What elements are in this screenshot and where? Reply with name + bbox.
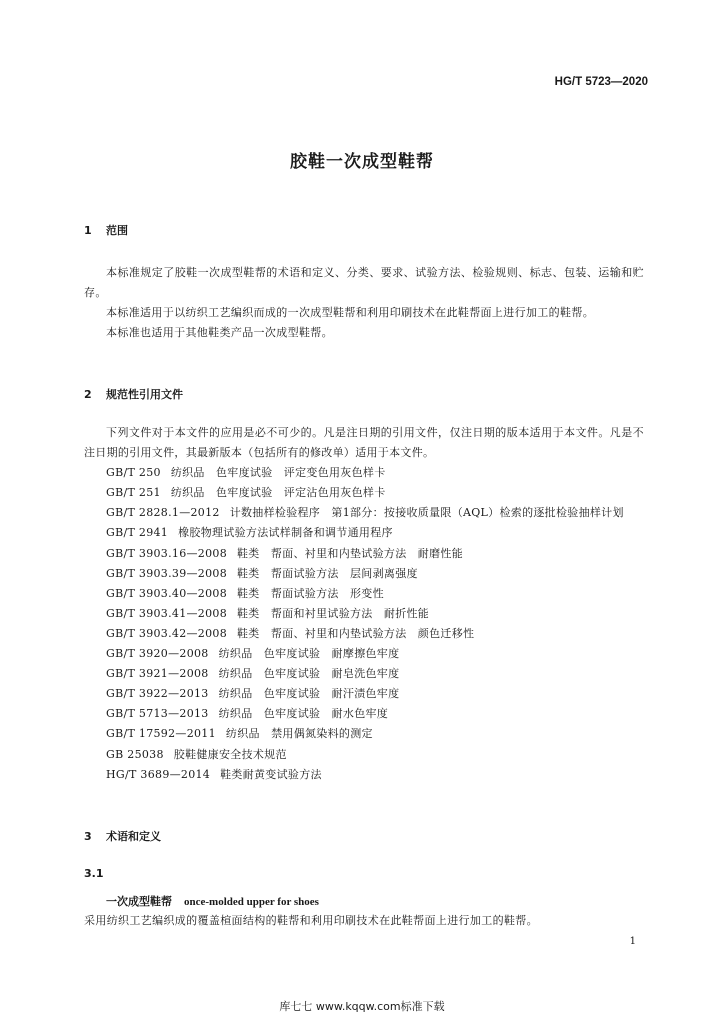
reference-item: GB/T 5713—2013 纺织品 色牢度试验 耐水色牢度 <box>106 707 389 721</box>
term-definition: 采用纺织工艺编织成的覆盖楦面结构的鞋帮和利用印刷技术在此鞋帮面上进行加工的鞋帮。 <box>84 914 538 927</box>
reference-item: GB 25038 胶鞋健康安全技术规范 <box>106 747 287 761</box>
reference-item: GB/T 17592—2011 纺织品 禁用偶氮染料的测定 <box>106 727 373 741</box>
page-title: 胶鞋一次成型鞋帮 <box>290 152 434 172</box>
reference-item: HG/T 3689—2014 鞋类耐黄变试验方法 <box>106 767 322 781</box>
reference-item: GB/T 3903.16—2008 鞋类 帮面、衬里和内垫试验方法 耐磨性能 <box>106 546 463 560</box>
footer-watermark: 库七七 www.kqqw.com标准下载 <box>279 1000 445 1013</box>
section-3-heading <box>84 828 161 844</box>
section-1-body <box>84 263 644 343</box>
section-number: 3 <box>84 830 92 843</box>
reference-item: GB/T 2828.1—2012 计数抽样检验程序 第1部分：按接收质量限（AQL）检索的逐批检验抽样计划 <box>106 506 624 520</box>
reference-list <box>84 423 644 785</box>
reference-item: GB/T 3903.39—2008 鞋类 帮面试验方法 层间剥离强度 <box>106 566 418 580</box>
paragraph: 本标准也适用于其他鞋类产品一次成型鞋帮。 <box>106 326 333 339</box>
reference-item: GB/T 3903.41—2008 鞋类 帮面和衬里试验方法 耐折性能 <box>106 606 430 620</box>
reference-item: GB/T 250 纺织品 色牢度试验 评定变色用灰色样卡 <box>106 466 386 480</box>
section-title: 术语和定义 <box>106 830 161 843</box>
section-title: 范围 <box>106 224 128 237</box>
page-number: 1 <box>629 936 636 947</box>
paragraph: 本标准适用于以纺织工艺编织而成的一次成型鞋帮和利用印刷技术在此鞋帮面上进行加工的鞋帮。 <box>106 306 595 319</box>
paragraph: 本标准规定了胶鞋一次成型鞋帮的术语和定义、分类、要求、试验方法、检验规则、标志、包装、运输和贮存。 <box>84 266 644 299</box>
reference-item: GB/T 3903.42—2008 鞋类 帮面、衬里和内垫试验方法 颜色迁移性 <box>106 626 475 640</box>
section-number: 2 <box>84 388 92 401</box>
reference-item: GB/T 3921—2008 纺织品 色牢度试验 耐皂洗色牢度 <box>106 667 400 681</box>
standard-number: HG/T 5723—2020 <box>554 76 648 88</box>
reference-item: GB/T 2941 橡胶物理试验方法试样制备和调节通用程序 <box>106 526 393 540</box>
section-2-heading <box>84 386 183 402</box>
section-1-heading <box>84 222 128 238</box>
reference-item: GB/T 3920—2008 纺织品 色牢度试验 耐摩擦色牢度 <box>106 647 400 661</box>
term-number: 3.1 <box>84 867 104 880</box>
term-english: once-molded upper for shoes <box>184 896 319 908</box>
section-number: 1 <box>84 224 92 237</box>
reference-item: GB/T 3922—2013 纺织品 色牢度试验 耐汗渍色牢度 <box>106 687 400 701</box>
term-chinese: 一次成型鞋帮 <box>106 895 172 908</box>
reference-item: GB/T 3903.40—2008 鞋类 帮面试验方法 形变性 <box>106 586 384 600</box>
section-title: 规范性引用文件 <box>106 388 183 401</box>
reference-item: GB/T 251 纺织品 色牢度试验 评定沾色用灰色样卡 <box>106 486 386 500</box>
section-2-intro: 下列文件对于本文件的应用是必不可少的。凡是注日期的引用文件，仅注日期的版本适用于本文件。凡是不注日期的引用文件，其最新版本（包括所有的修改单）适用于本文件。 <box>84 426 644 460</box>
term-entry <box>106 893 319 909</box>
